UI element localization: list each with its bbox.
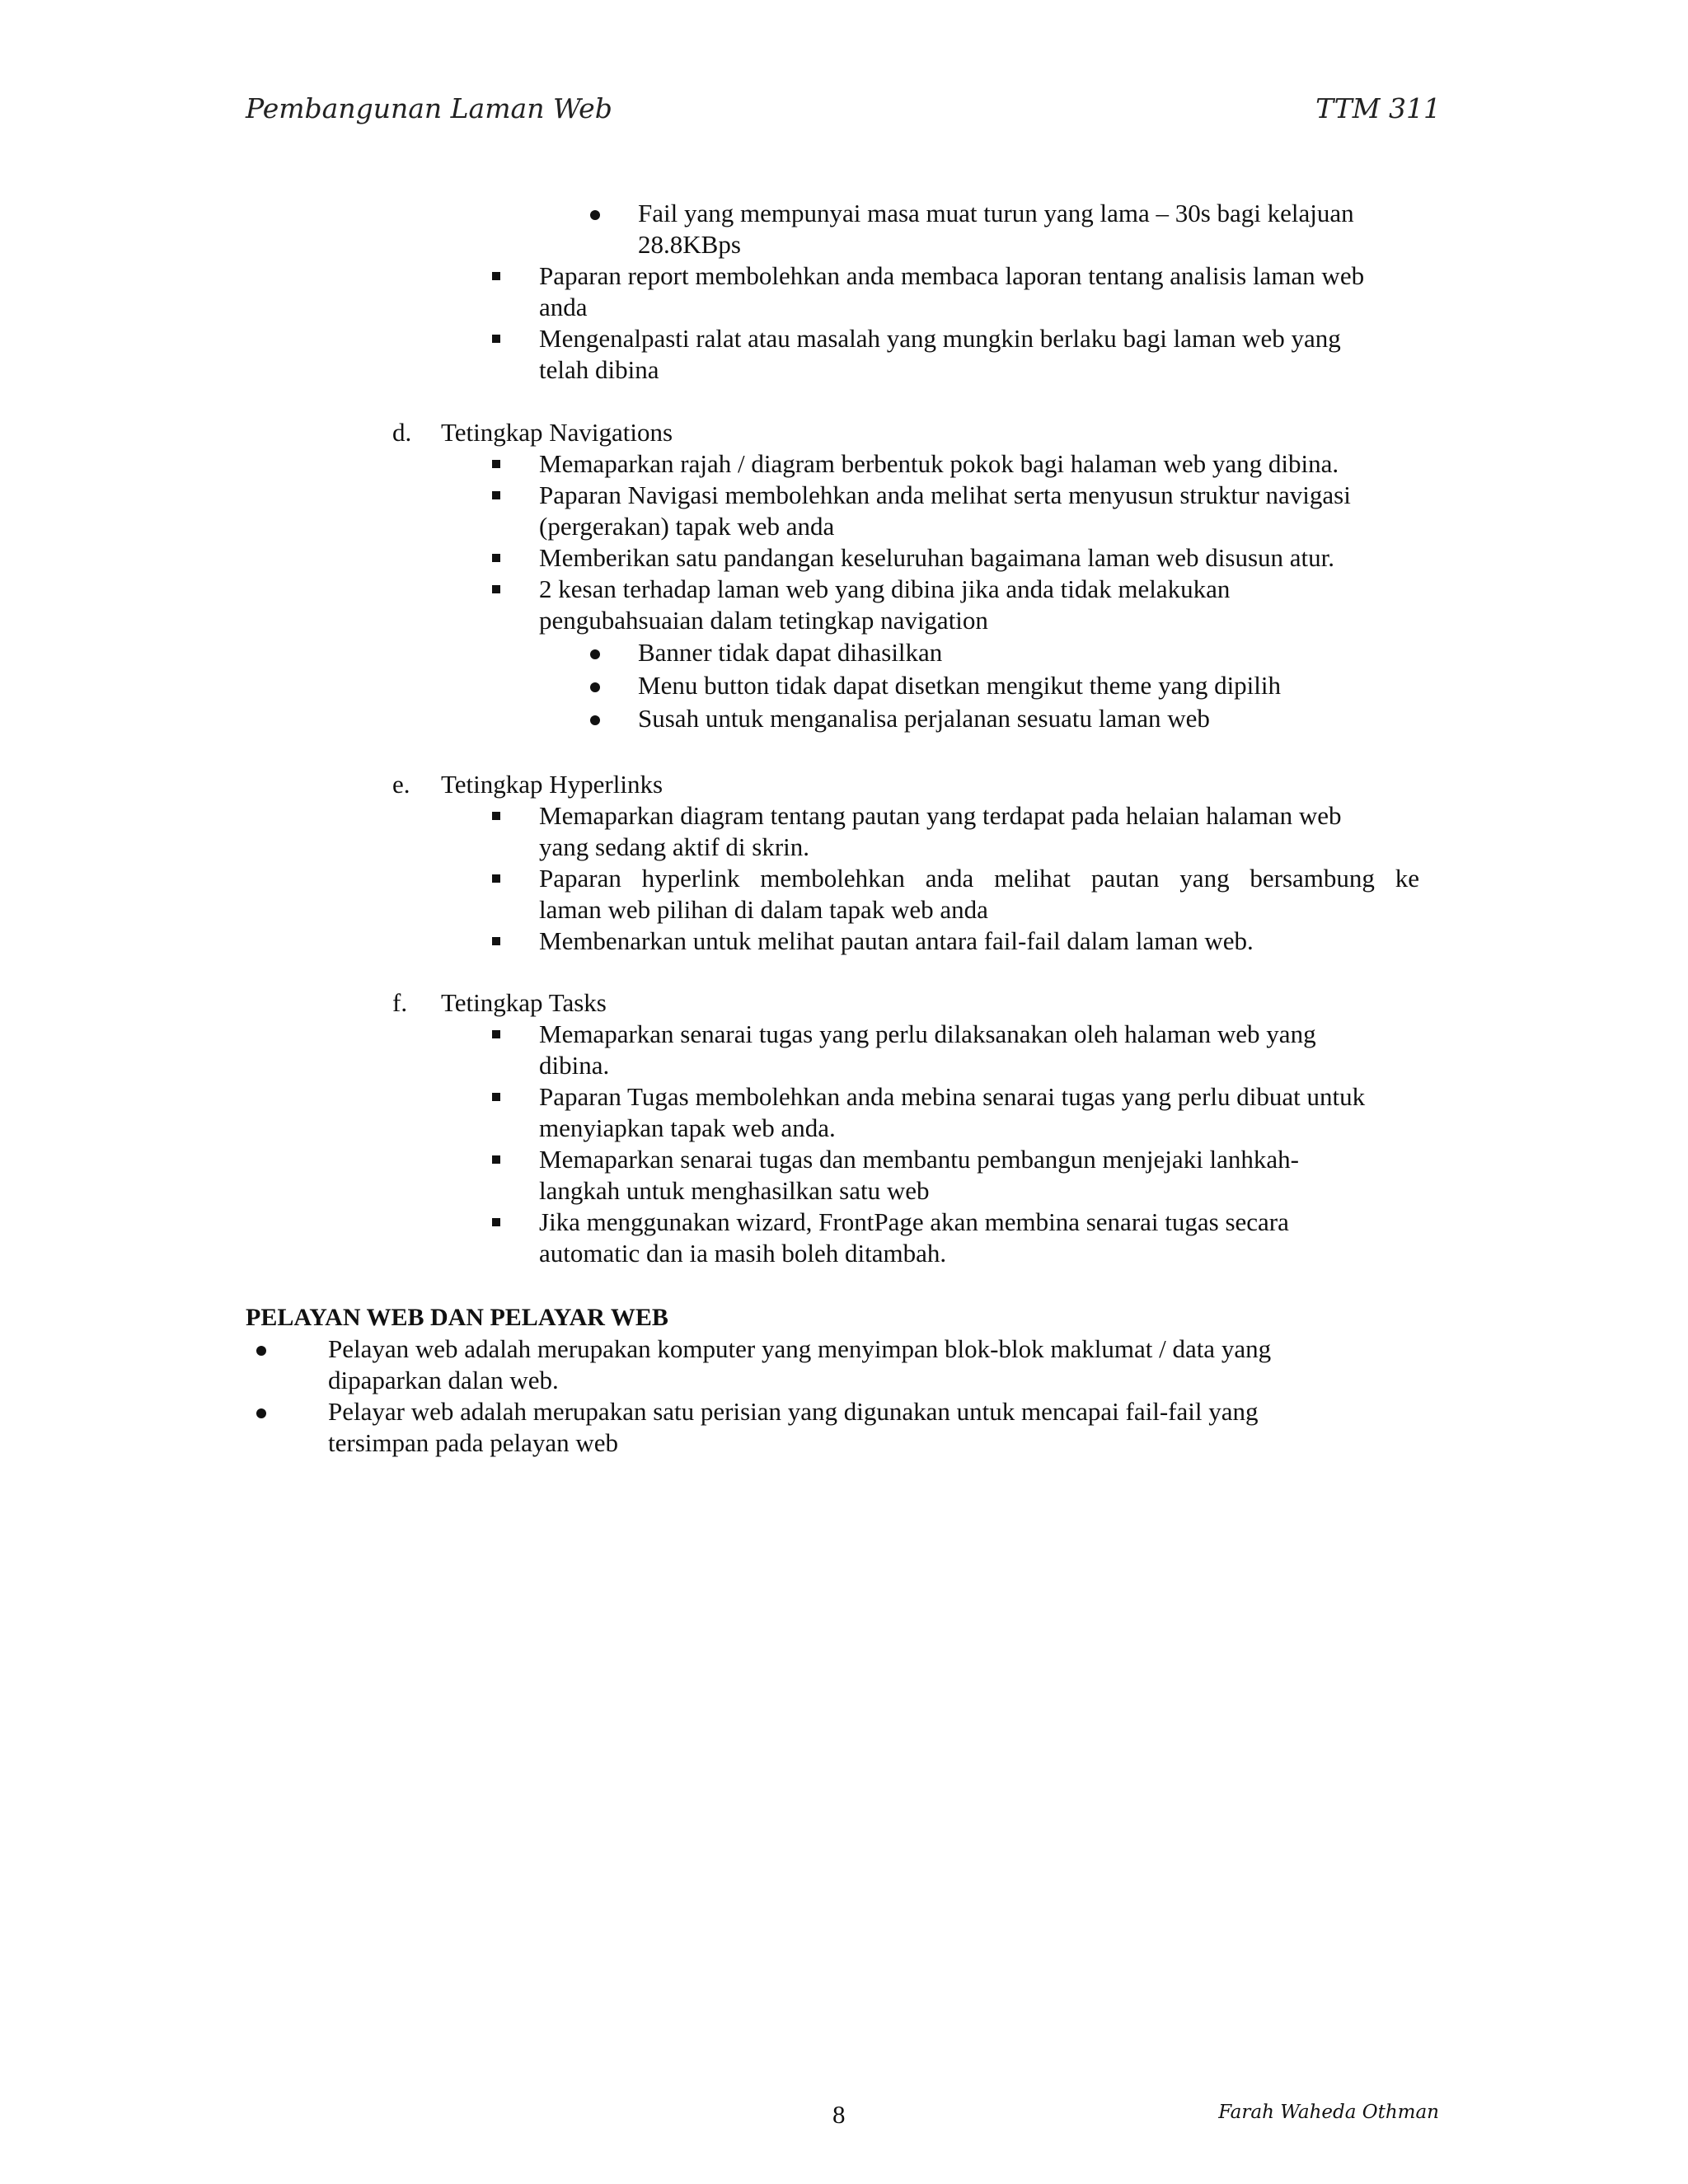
bullet-square-icon [492,1155,500,1164]
list-item-text: Paparan hyperlink membolehkan anda melihat pautan yang bersambung ke [539,864,1419,893]
list-item-text: Paparan Navigasi membolehkan anda melihat serta menyusun struktur navigasi [539,480,1351,509]
section-title: Tetingkap Navigations [441,418,673,447]
bullet-square-icon [492,937,500,945]
list-item-text: langkah untuk menghasilkan satu web [539,1176,930,1205]
bullet-dot-icon [590,715,600,725]
bullet-square-icon [492,1218,500,1226]
bullet-dot-icon [256,1346,266,1356]
list-item-text: dipaparkan dalan web. [328,1366,559,1394]
bullet-square-icon [492,335,500,343]
list-item-text: Menu button tidak dapat disetkan mengikut theme yang dipilih [638,671,1282,700]
list-item-text: Memberikan satu pandangan keseluruhan bagaimana laman web disusun atur. [539,543,1335,572]
list-item-text: Memaparkan senarai tugas yang perlu dilaksanakan oleh halaman web yang [539,1019,1316,1048]
section-letter: e. [392,770,410,799]
list-item-text: pengubahsuaian dalam tetingkap navigation [539,606,988,635]
list-item-text: Memaparkan diagram tentang pautan yang terdapat pada helaian halaman web [539,801,1342,830]
list-item-text: Pelayar web adalah merupakan satu perisian yang digunakan untuk mencapai fail-fail yang [328,1397,1259,1426]
list-item-text: automatic dan ia masih boleh ditambah. [539,1239,947,1268]
bullet-square-icon [492,460,500,468]
bullet-dot-icon [590,210,600,220]
list-item-text: Fail yang mempunyai masa muat turun yang lama – 30s bagi kelajuan [638,199,1354,227]
bullet-square-icon [492,1030,500,1038]
list-item-text: Jika menggunakan wizard, FrontPage akan membina senarai tugas secara [539,1207,1289,1236]
list-item-text: tersimpan pada pelayan web [328,1428,619,1457]
list-item-text: Banner tidak dapat dihasilkan [638,638,943,667]
section-title: Tetingkap Hyperlinks [441,770,663,799]
list-item-text: 2 kesan terhadap laman web yang dibina jika anda tidak melakukan [539,574,1231,603]
list-item-text: anda [539,293,588,321]
list-item-text: Memaparkan rajah / diagram berbentuk pokok bagi halaman web yang dibina. [539,449,1339,478]
bullet-square-icon [492,554,500,562]
bullet-square-icon [492,1093,500,1101]
list-item-text: laman web pilihan di dalam tapak web anda [539,895,988,924]
footer-author: Farah Waheda Othman [1218,2102,1439,2123]
list-item-text: dibina. [539,1051,610,1080]
section-heading: PELAYAN WEB DAN PELAYAR WEB [246,1304,668,1331]
bullet-dot-icon [590,682,600,692]
bullet-square-icon [492,585,500,593]
bullet-square-icon [492,491,500,499]
list-item-text: Membenarkan untuk melihat pautan antara fail-fail dalam laman web. [539,926,1254,955]
list-item-text: telah dibina [539,355,659,384]
page-number: 8 [832,2100,846,2129]
list-item-text: 28.8KBps [638,230,741,259]
list-item-text: Memaparkan senarai tugas dan membantu pembangun menjejaki lanhkah- [539,1145,1299,1174]
bullet-square-icon [492,272,500,280]
bullet-dot-icon [590,649,600,659]
header-title: Pembangunan Laman Web [246,92,612,124]
list-item-text: Pelayan web adalah merupakan komputer yang menyimpan blok-blok maklumat / data yang [328,1334,1272,1363]
section-letter: d. [392,418,412,447]
list-item-text: Paparan Tugas membolehkan anda mebina senarai tugas yang perlu dibuat untuk [539,1082,1366,1111]
list-item-text: (pergerakan) tapak web anda [539,512,835,541]
bullet-square-icon [492,812,500,820]
list-item-text: yang sedang aktif di skrin. [539,832,810,861]
list-item-text: Mengenalpasti ralat atau masalah yang mungkin berlaku bagi laman web yang [539,324,1341,353]
bullet-dot-icon [256,1408,266,1418]
list-item-text: menyiapkan tapak web anda. [539,1113,836,1142]
list-item-text: Paparan report membolehkan anda membaca laporan tentang analisis laman web [539,261,1365,290]
bullet-square-icon [492,874,500,883]
list-item-text: Susah untuk menganalisa perjalanan sesuatu laman web [638,704,1210,733]
section-letter: f. [392,988,408,1017]
header-course-code: TTM 311 [1315,92,1441,124]
section-title: Tetingkap Tasks [441,988,607,1017]
